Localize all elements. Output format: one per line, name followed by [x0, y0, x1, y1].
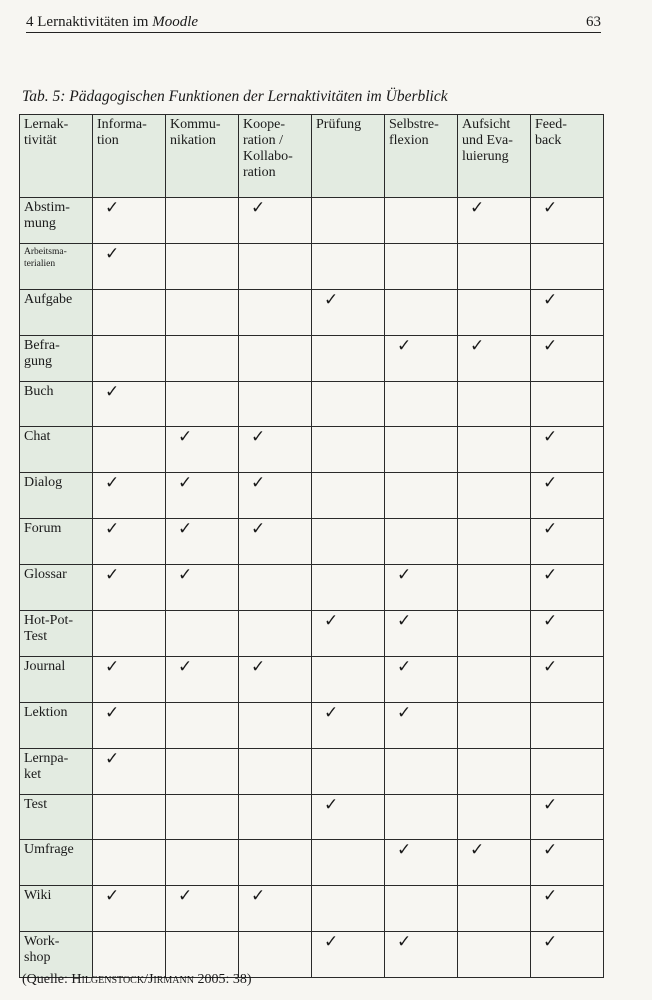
- table-cell: [166, 381, 239, 427]
- checkmark-icon: ✓: [105, 886, 120, 906]
- checkmark-icon: ✓: [324, 932, 339, 952]
- table-cell: [166, 886, 239, 932]
- table-cell: [239, 656, 312, 702]
- table-row: [20, 932, 604, 978]
- table-row: [20, 519, 604, 565]
- table-cell: [531, 840, 604, 886]
- checkmark-icon: ✓: [470, 335, 485, 355]
- column-header: Prüfung: [312, 115, 385, 198]
- checkmark-icon: ✓: [324, 289, 339, 309]
- checkmark-icon: ✓: [105, 748, 120, 768]
- checkmark-icon: ✓: [105, 243, 120, 263]
- checkmark-icon: ✓: [543, 335, 558, 355]
- row-label: [20, 427, 93, 473]
- table-body: [20, 198, 604, 978]
- table-row: [20, 427, 604, 473]
- checkmark-icon: ✓: [251, 886, 266, 906]
- checkmark-icon: ✓: [397, 335, 412, 355]
- row-label: [20, 473, 93, 519]
- row-label-text: Lernpa- ket: [24, 750, 69, 782]
- table-cell: [385, 519, 458, 565]
- table-cell: [166, 794, 239, 840]
- table-cell: [458, 656, 531, 702]
- checkmark-icon: ✓: [251, 519, 266, 539]
- table-cell: [239, 289, 312, 335]
- column-header: Feed- back: [531, 115, 604, 198]
- table-cell: [93, 473, 166, 519]
- checkmark-icon: ✓: [178, 473, 193, 493]
- checkmark-icon: ✓: [543, 427, 558, 447]
- checkmark-icon: ✓: [543, 656, 558, 676]
- table-cell: [93, 611, 166, 657]
- checkmark-icon: ✓: [105, 565, 120, 585]
- column-header: Informa- tion: [93, 115, 166, 198]
- checkmark-icon: ✓: [543, 565, 558, 585]
- table-cell: [166, 932, 239, 978]
- table-cell: [239, 381, 312, 427]
- table-cell: [166, 565, 239, 611]
- source-authors: Hilgenstock/Jirmann: [71, 972, 194, 987]
- table-cell: [166, 289, 239, 335]
- column-header: Koope- ration / Kollabo- ration: [239, 115, 312, 198]
- row-label: [20, 381, 93, 427]
- table-cell: [239, 611, 312, 657]
- checkmark-icon: ✓: [397, 932, 412, 952]
- table-cell: [458, 702, 531, 748]
- table-cell: [166, 840, 239, 886]
- table-cell: [166, 473, 239, 519]
- running-header: [26, 12, 601, 33]
- checkmark-icon: ✓: [105, 198, 120, 217]
- table-cell: [312, 656, 385, 702]
- table-cell: [239, 886, 312, 932]
- column-header: Lernak- tivität: [20, 115, 93, 198]
- table-cell: [312, 611, 385, 657]
- checkmark-icon: ✓: [251, 198, 266, 217]
- table-cell: [312, 519, 385, 565]
- table-row: [20, 198, 604, 244]
- table-cell: [312, 335, 385, 381]
- checkmark-icon: ✓: [543, 611, 558, 631]
- row-label-text: Hot-Pot- Test: [24, 613, 73, 645]
- table-cell: [531, 289, 604, 335]
- checkmark-icon: ✓: [470, 198, 485, 217]
- table-cell: [458, 886, 531, 932]
- checkmark-icon: ✓: [543, 886, 558, 906]
- row-label: [20, 702, 93, 748]
- table-cell: [312, 702, 385, 748]
- table-cell: [531, 473, 604, 519]
- table-row: [20, 840, 604, 886]
- table-row: [20, 289, 604, 335]
- table-cell: [458, 335, 531, 381]
- checkmark-icon: ✓: [105, 519, 120, 539]
- table-cell: [531, 748, 604, 794]
- table-cell: [385, 381, 458, 427]
- table-cell: [312, 748, 385, 794]
- table-cell: [385, 427, 458, 473]
- table-cell: [93, 381, 166, 427]
- table-cell: [531, 519, 604, 565]
- row-label-text: Test: [24, 796, 48, 812]
- row-label-text: Arbeitsma- terialien: [24, 246, 67, 269]
- checkmark-icon: ✓: [178, 519, 193, 539]
- row-label-text: Wiki: [24, 888, 52, 904]
- row-label-text: Forum: [24, 521, 62, 537]
- table-cell: [93, 932, 166, 978]
- table-cell: [239, 794, 312, 840]
- table-cell: [312, 932, 385, 978]
- page-number: 63: [586, 14, 601, 30]
- row-label: [20, 198, 93, 244]
- table-row: [20, 611, 604, 657]
- table-cell: [531, 565, 604, 611]
- table-cell: [531, 381, 604, 427]
- table-cell: [93, 198, 166, 244]
- table-cell: [312, 473, 385, 519]
- checkmark-icon: ✓: [543, 840, 558, 860]
- table-cell: [385, 335, 458, 381]
- table-cell: [239, 243, 312, 289]
- table-row: [20, 656, 604, 702]
- checkmark-icon: ✓: [105, 381, 120, 401]
- checkmark-icon: ✓: [470, 840, 485, 860]
- table-cell: [93, 427, 166, 473]
- table-cell: [93, 794, 166, 840]
- table-cell: [312, 840, 385, 886]
- row-label: [20, 335, 93, 381]
- source-suffix: 2005: 38): [193, 972, 252, 987]
- table-cell: [385, 656, 458, 702]
- table-cell: [93, 656, 166, 702]
- table-cell: [312, 243, 385, 289]
- table-cell: [166, 427, 239, 473]
- checkmark-icon: ✓: [178, 565, 193, 585]
- column-header: Aufsicht und Eva- luierung: [458, 115, 531, 198]
- table-cell: [458, 198, 531, 244]
- table-cell: [239, 473, 312, 519]
- table-cell: [458, 473, 531, 519]
- row-label: [20, 565, 93, 611]
- table-cell: [458, 794, 531, 840]
- table-cell: [458, 565, 531, 611]
- table-cell: [166, 519, 239, 565]
- checkmark-icon: ✓: [543, 932, 558, 952]
- table-cell: [531, 335, 604, 381]
- table-cell: [93, 243, 166, 289]
- row-label-text: Chat: [24, 429, 51, 445]
- table-cell: [166, 243, 239, 289]
- table-cell: [531, 427, 604, 473]
- chapter-title: [26, 12, 198, 32]
- table-cell: [166, 335, 239, 381]
- header-row: [20, 115, 604, 198]
- table-cell: [531, 886, 604, 932]
- table-cell: [385, 748, 458, 794]
- row-label-text: Abstim- mung: [24, 200, 70, 231]
- row-label-text: Lektion: [24, 704, 68, 720]
- table-cell: [239, 932, 312, 978]
- chapter-title-text: 4 Lernaktivitäten im: [26, 14, 153, 30]
- checkmark-icon: ✓: [397, 702, 412, 722]
- table-cell: [166, 748, 239, 794]
- table-cell: [93, 289, 166, 335]
- checkmark-icon: ✓: [397, 656, 412, 676]
- checkmark-icon: ✓: [543, 473, 558, 493]
- row-label-text: Glossar: [24, 567, 67, 583]
- source-prefix: (Quelle:: [22, 972, 72, 987]
- row-label: [20, 748, 93, 794]
- row-label-text: Buch: [24, 383, 54, 399]
- table-cell: [385, 473, 458, 519]
- checkmark-icon: ✓: [543, 519, 558, 539]
- table-cell: [166, 656, 239, 702]
- table-cell: [531, 198, 604, 244]
- table-row: [20, 473, 604, 519]
- table-row: [20, 794, 604, 840]
- checkmark-icon: ✓: [105, 473, 120, 493]
- table-cell: [458, 381, 531, 427]
- row-label-text: Dialog: [24, 475, 63, 491]
- table-row: [20, 702, 604, 748]
- table-cell: [312, 289, 385, 335]
- table-cell: [312, 427, 385, 473]
- table-cell: [239, 198, 312, 244]
- table-cell: [531, 243, 604, 289]
- column-header: Selbstre- flexion: [385, 115, 458, 198]
- table-cell: [239, 519, 312, 565]
- table-row: [20, 243, 604, 289]
- table-cell: [385, 886, 458, 932]
- checkmark-icon: ✓: [251, 473, 266, 493]
- row-label-text: Journal: [24, 658, 66, 674]
- checkmark-icon: ✓: [324, 794, 339, 814]
- table-cell: [239, 840, 312, 886]
- table-cell: [166, 611, 239, 657]
- row-label-text: Umfrage: [24, 842, 74, 858]
- table-cell: [385, 932, 458, 978]
- table-cell: [458, 289, 531, 335]
- chapter-title-italic: Moodle: [152, 14, 199, 30]
- checkmark-icon: ✓: [251, 427, 266, 447]
- checkmark-icon: ✓: [178, 427, 193, 447]
- table-cell: [239, 427, 312, 473]
- table-cell: [312, 794, 385, 840]
- table-cell: [531, 656, 604, 702]
- table-cell: [458, 748, 531, 794]
- source-note: [22, 972, 252, 988]
- table-cell: [458, 840, 531, 886]
- row-label: [20, 886, 93, 932]
- table-cell: [312, 565, 385, 611]
- checkmark-icon: ✓: [397, 840, 412, 860]
- table-cell: [385, 565, 458, 611]
- row-label: [20, 519, 93, 565]
- table-cell: [531, 702, 604, 748]
- table-row: [20, 886, 604, 932]
- table-cell: [239, 748, 312, 794]
- table-cell: [312, 381, 385, 427]
- table-cell: [385, 289, 458, 335]
- checkmark-icon: ✓: [543, 289, 558, 309]
- checkmark-icon: ✓: [324, 702, 339, 722]
- table-cell: [93, 702, 166, 748]
- table-cell: [458, 427, 531, 473]
- table-cell: [531, 932, 604, 978]
- table-cell: [93, 335, 166, 381]
- table-cell: [458, 519, 531, 565]
- row-label-text: Befra- gung: [24, 337, 60, 369]
- table-cell: [458, 243, 531, 289]
- table-cell: [385, 702, 458, 748]
- table-cell: [93, 748, 166, 794]
- table-row: [20, 565, 604, 611]
- table-cell: [239, 335, 312, 381]
- column-header: Kommu- nikation: [166, 115, 239, 198]
- table-cell: [166, 702, 239, 748]
- table-cell: [531, 611, 604, 657]
- checkmark-icon: ✓: [543, 198, 558, 217]
- checkmark-icon: ✓: [178, 656, 193, 676]
- table-cell: [385, 611, 458, 657]
- row-label: [20, 289, 93, 335]
- table-row: [20, 748, 604, 794]
- row-label-text: Work- shop: [24, 934, 60, 966]
- table-cell: [239, 565, 312, 611]
- checkmark-icon: ✓: [105, 656, 120, 676]
- checkmark-icon: ✓: [178, 886, 193, 906]
- row-label: [20, 840, 93, 886]
- table-cell: [239, 702, 312, 748]
- table-cell: [531, 794, 604, 840]
- checkmark-icon: ✓: [397, 565, 412, 585]
- table-cell: [458, 611, 531, 657]
- table-cell: [93, 840, 166, 886]
- checkmark-icon: ✓: [324, 611, 339, 631]
- checkmark-icon: ✓: [251, 656, 266, 676]
- row-label: [20, 656, 93, 702]
- table-cell: [385, 198, 458, 244]
- functions-table: [19, 114, 604, 978]
- table-cell: [93, 886, 166, 932]
- row-label-text: Aufgabe: [24, 291, 73, 307]
- checkmark-icon: ✓: [543, 794, 558, 814]
- table-cell: [312, 198, 385, 244]
- table-cell: [385, 840, 458, 886]
- row-label: [20, 243, 93, 289]
- table-header: [20, 115, 604, 198]
- table-caption: Tab. 5: Pädagogischen Funktionen der Lernaktivitäten im Überblick: [22, 88, 448, 105]
- table-cell: [312, 886, 385, 932]
- checkmark-icon: ✓: [105, 702, 120, 722]
- table-cell: [385, 794, 458, 840]
- table-row: [20, 335, 604, 381]
- checkmark-icon: ✓: [397, 611, 412, 631]
- table-cell: [385, 243, 458, 289]
- table-cell: [166, 198, 239, 244]
- table-cell: [458, 932, 531, 978]
- row-label: [20, 932, 93, 978]
- row-label: [20, 611, 93, 657]
- table-row: [20, 381, 604, 427]
- row-label: [20, 794, 93, 840]
- table-cell: [93, 565, 166, 611]
- table-cell: [93, 519, 166, 565]
